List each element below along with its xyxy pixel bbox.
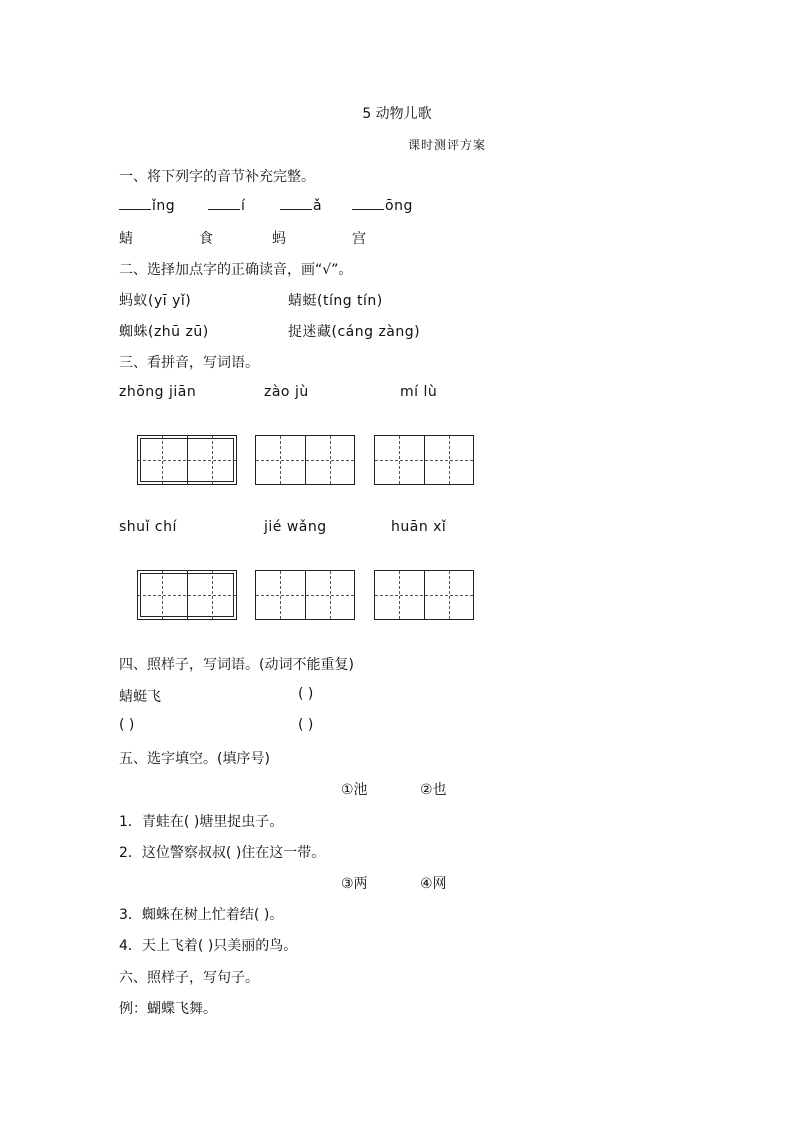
section-5-heading: 五、选字填空。(填序号): [119, 751, 270, 767]
reading-choice-2[interactable]: 蜻蜓(tíng tín): [288, 293, 383, 309]
pinyin-prompt-4: shuǐ chí: [119, 519, 177, 535]
writing-grid-2[interactable]: [255, 435, 355, 485]
fill-question-1[interactable]: 1．青蛙在( )塘里捉虫子。: [119, 814, 284, 830]
syllable-text-1: ǐng: [152, 198, 176, 214]
syllable-text-4: ōng: [385, 198, 413, 214]
page-subtitle: 课时测评方案: [407, 138, 486, 152]
writing-grid-5[interactable]: [255, 570, 355, 620]
writing-grid-6[interactable]: [374, 570, 474, 620]
syllable-blank-1[interactable]: [119, 197, 175, 214]
char-1: 蜻: [119, 231, 133, 247]
option-1: ①池: [341, 782, 368, 798]
syllable-blank-3[interactable]: [280, 197, 322, 214]
writing-grid-4[interactable]: [137, 570, 237, 620]
option-3: ③两: [341, 876, 368, 892]
char-2: 食: [199, 231, 213, 247]
section-4-heading: 四、照样子，写词语。(动词不能重复): [119, 657, 354, 673]
pinyin-prompt-6: huān xǐ: [391, 519, 447, 535]
char-3: 蚂: [272, 231, 286, 247]
reading-choice-1[interactable]: 蚂蚁(yī yǐ): [119, 293, 192, 309]
syllable-blank-4[interactable]: [352, 197, 413, 214]
page-title: 5 动物儿歌: [362, 106, 432, 122]
writing-grid-3[interactable]: [374, 435, 474, 485]
syllable-text-2: í: [241, 198, 246, 214]
char-4: 宫: [352, 231, 366, 247]
section-1-heading: 一、将下列字的音节补充完整。: [119, 169, 315, 185]
reading-choice-4[interactable]: 捉迷藏(cáng zàng): [288, 324, 421, 340]
writing-grid-1[interactable]: [137, 435, 237, 485]
syllable-text-3: ǎ: [313, 198, 323, 214]
pinyin-prompt-1: zhōng jiān: [119, 384, 197, 400]
reading-choice-3[interactable]: 蜘蛛(zhū zū): [119, 324, 209, 340]
fill-question-4[interactable]: 4．天上飞着( )只美丽的鸟。: [119, 938, 298, 954]
pinyin-prompt-2: zào jù: [264, 384, 309, 400]
sentence-example: 例：蝴蝶飞舞。: [119, 1001, 217, 1017]
example-phrase: 蜻蜓飞: [119, 689, 161, 705]
section-3-heading: 三、看拼音，写词语。: [119, 355, 259, 371]
answer-paren-3[interactable]: ( ): [298, 717, 314, 733]
fill-question-3[interactable]: 3．蜘蛛在树上忙着结( )。: [119, 907, 284, 923]
fill-question-2[interactable]: 2．这位警察叔叔( )住在这一带。: [119, 845, 326, 861]
section-6-heading: 六、照样子，写句子。: [119, 970, 259, 986]
option-4: ④网: [420, 876, 447, 892]
answer-paren-2[interactable]: ( ): [119, 717, 135, 733]
section-2-heading: 二、选择加点字的正确读音，画“√”。: [119, 262, 353, 278]
pinyin-prompt-5: jié wǎng: [264, 519, 327, 535]
answer-paren-1[interactable]: ( ): [298, 686, 314, 702]
syllable-blank-2[interactable]: [208, 197, 245, 214]
option-2: ②也: [420, 782, 447, 798]
pinyin-prompt-3: mí lù: [400, 384, 438, 400]
